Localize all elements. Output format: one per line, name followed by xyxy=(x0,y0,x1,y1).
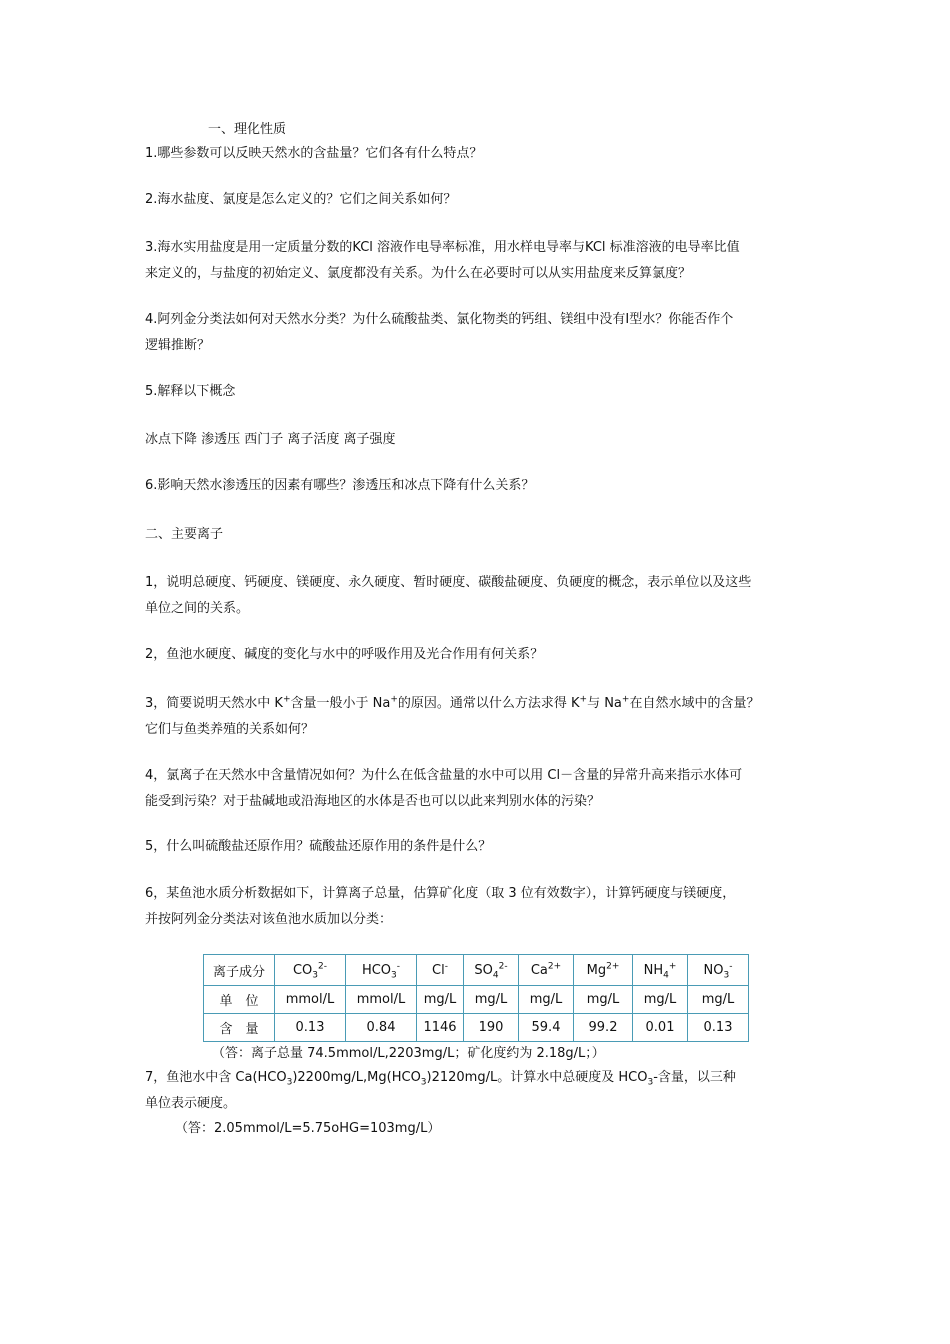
s1-question-2: 2.海水盐度、氯度是怎么定义的？它们之间关系如何？ xyxy=(145,192,457,207)
s1-question-4-line1: 4.阿列金分类法如何对天然水分类？为什么硫酸盐类、氯化物类的钙组、镁组中没有Ⅰ型水？你能否作个 xyxy=(145,312,734,327)
ion-cell: $NO_3^-$ xyxy=(688,955,749,986)
value-cell: 99.2 xyxy=(574,1014,633,1042)
row-header-ion: 离子成分 xyxy=(204,955,275,986)
s1-question-6: 6.影响天然水渗透压的因素有哪些？渗透压和冰点下降有什么关系？ xyxy=(145,478,535,493)
table-row xyxy=(204,955,749,986)
value-cell: 0.13 xyxy=(275,1014,346,1042)
plus-sup: + xyxy=(579,694,588,705)
s2-question-7-answer: （答：2.05mmol/L=5.75oHG=103mg/L） xyxy=(175,1121,441,1136)
s2-question-3-line2: 它们与鱼类养殖的关系如何？ xyxy=(145,722,315,737)
s1-question-3-line2: 来定义的，与盐度的初始定义、氯度都没有关系。为什么在必要时可以从实用盐度来反算氯度？ xyxy=(145,266,692,281)
ion-cell: $SO_4^{2-}$ xyxy=(464,955,519,986)
q3-part-c: 的原因。通常以什么方法求得 K xyxy=(397,696,580,711)
unit-cell: mg/L xyxy=(417,986,464,1014)
q3-part-e: 在自然水域中的含量？ xyxy=(629,696,760,711)
s1-question-1: 1.哪些参数可以反映天然水的含盐量？它们各有什么特点？ xyxy=(145,146,483,161)
s2-question-6-line1: 6，某鱼池水质分析数据如下，计算离子总量，估算矿化度（取 3 位有效数字），计算钙硬度与镁硬度， xyxy=(145,886,736,901)
s1-question-3-line1: 3.海水实用盐度是用一定质量分数的KCl 溶液作电导率标准，用水样电导率与KCl 标准溶液的电导率比值 xyxy=(145,240,740,255)
water-quality-table xyxy=(203,954,749,1042)
row-header-content: 含 量 xyxy=(204,1014,275,1042)
plus-sup: + xyxy=(282,694,291,705)
value-cell: 0.13 xyxy=(688,1014,749,1042)
plus-sup: + xyxy=(390,694,398,705)
ion-cell: $Mg^{2+}$ xyxy=(574,955,633,986)
unit-cell: mg/L xyxy=(464,986,519,1014)
unit-cell: mg/L xyxy=(574,986,633,1014)
q7-part-a: 7，鱼池水中含 Ca(HCO xyxy=(145,1070,287,1085)
s2-question-3-line1 xyxy=(145,692,810,716)
section-2-title: 二、主要离子 xyxy=(145,527,224,542)
s2-question-6-line2: 并按阿列金分类法对该鱼池水质加以分类： xyxy=(145,912,393,927)
value-cell: 0.01 xyxy=(633,1014,688,1042)
unit-cell: mg/L xyxy=(633,986,688,1014)
sub-3: 3 xyxy=(286,1077,293,1088)
q3-part-b: 含量一般小于 Na xyxy=(290,696,391,711)
sub-3: 3 xyxy=(420,1077,427,1088)
ion-cell: $NH_4^+$ xyxy=(633,955,688,986)
s1-question-5: 5.解释以下概念 xyxy=(145,384,236,399)
ion-cell: $Ca^{2+}$ xyxy=(519,955,574,986)
s2-question-4-line1: 4，氯离子在天然水中含量情况如何？为什么在低含盐量的水中可以用 Cl－含量的异常升高来指示水体可 xyxy=(145,768,743,783)
q7-part-c: )2120mg/L。计算水中总硬度及 HCO xyxy=(426,1070,648,1085)
q3-part-d: 与 Na xyxy=(587,696,622,711)
value-cell: 0.84 xyxy=(346,1014,417,1042)
ion-cell: Cl- xyxy=(417,955,464,986)
ion-cell: $HCO_3^-$ xyxy=(346,955,417,986)
unit-cell: mg/L xyxy=(688,986,749,1014)
unit-cell: mg/L xyxy=(519,986,574,1014)
s2-question-7-line2: 单位表示硬度。 xyxy=(145,1096,237,1111)
table-row xyxy=(204,986,749,1014)
s1-question-5-terms: 冰点下降 渗透压 西门子 离子活度 离子强度 xyxy=(145,432,396,447)
unit-cell: mmol/L xyxy=(275,986,346,1014)
row-header-unit: 单 位 xyxy=(204,986,275,1014)
q7-part-d: -含量，以三种 xyxy=(653,1070,736,1085)
table-row xyxy=(204,1014,749,1042)
unit-cell: mmol/L xyxy=(346,986,417,1014)
ion-cell: $CO_3^{2-}$ xyxy=(275,955,346,986)
value-cell: 59.4 xyxy=(519,1014,574,1042)
q3-part-a: 3，简要说明天然水中 K xyxy=(145,696,283,711)
s1-question-4-line2: 逻辑推断？ xyxy=(145,338,211,353)
section-1-title: 一、理化性质 xyxy=(208,122,287,137)
s2-question-7-line1 xyxy=(145,1066,810,1090)
s2-question-1-line2: 单位之间的关系。 xyxy=(145,601,250,616)
value-cell: 1146 xyxy=(417,1014,464,1042)
value-cell: 190 xyxy=(464,1014,519,1042)
s2-question-1-line1: 1，说明总硬度、钙硬度、镁硬度、永久硬度、暂时硬度、碳酸盐硬度、负硬度的概念，表示单位以及这些 xyxy=(145,575,752,590)
s2-question-2: 2，鱼池水硬度、碱度的变化与水中的呼吸作用及光合作用有何关系？ xyxy=(145,647,544,662)
q7-part-b: )2200mg/L,Mg(HCO xyxy=(292,1070,421,1085)
sub-3: 3 xyxy=(647,1077,654,1088)
s2-question-6-answer: （答：离子总量 74.5mmol/L,2203mg/L；矿化度约为 2.18g/L；） xyxy=(212,1046,605,1061)
plus-sup: + xyxy=(621,694,630,705)
s2-question-5: 5，什么叫硫酸盐还原作用？硫酸盐还原作用的条件是什么？ xyxy=(145,839,492,854)
s2-question-4-line2: 能受到污染？对于盐碱地或沿海地区的水体是否也可以以此来判别水体的污染？ xyxy=(145,794,601,809)
